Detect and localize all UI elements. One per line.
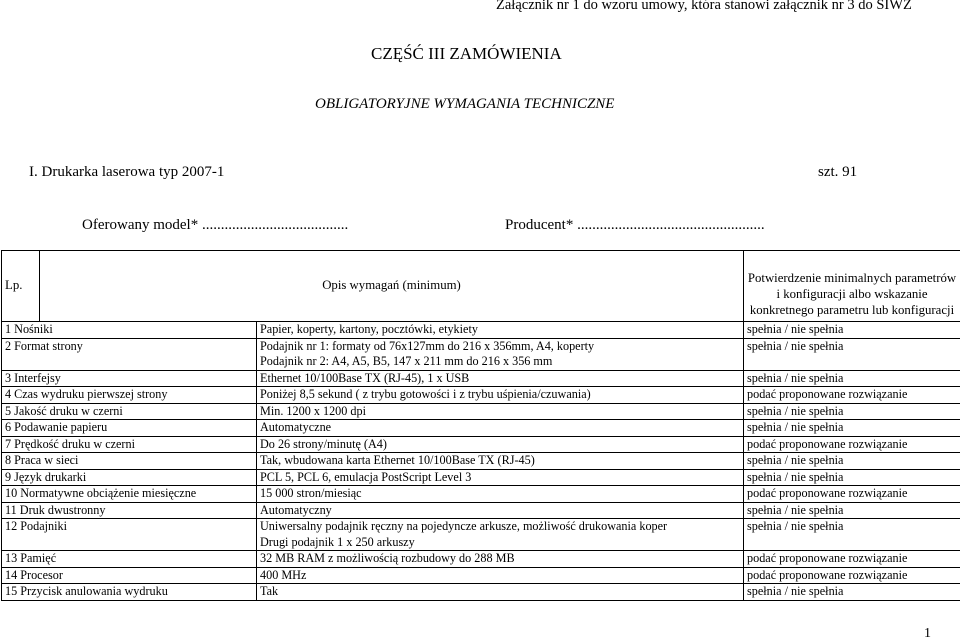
row-requirement (257, 486, 744, 503)
row-requirement (257, 469, 744, 486)
row-name: Prędkość druku w czerni (14, 436, 135, 451)
row-description (2, 370, 257, 387)
row-name: Druk dwustronny (19, 502, 106, 517)
part-title: CZĘŚĆ III ZAMÓWIENIA (371, 44, 562, 63)
row-confirmation: spełnia / nie spełnia (744, 469, 960, 486)
row-requirement (257, 403, 744, 420)
table-row (2, 338, 960, 370)
row-description (2, 436, 257, 453)
row-name: Podajniki (20, 519, 67, 533)
row-confirmation: spełnia / nie spełnia (744, 403, 960, 420)
table-row (2, 403, 960, 420)
row-description (2, 567, 257, 584)
requirement-line: Tak (260, 584, 279, 598)
row-number: 4 (5, 387, 12, 401)
header-confirmation: Potwierdzenie minimalnych parametrów i konfiguracji albo wskazanie konkretnego parametru lub konfiguracji (744, 251, 960, 322)
row-number: 9 (5, 469, 12, 484)
requirement-line: 32 MB RAM z możliwością rozbudowy do 288 MB (260, 551, 515, 565)
table-row (2, 322, 960, 339)
row-name: Praca w sieci (14, 453, 79, 467)
row-confirmation: podać proponowane rozwiązanie (744, 436, 960, 453)
row-confirmation: podać proponowane rozwiązanie (744, 387, 960, 404)
requirement-line: Podajnik nr 2: A4, A5, B5, 147 x 211 mm do 216 x 356 mm (260, 354, 553, 368)
row-description (2, 453, 257, 470)
row-requirement (257, 453, 744, 470)
row-number: 6 (5, 420, 12, 434)
row-name: Jakość druku w czerni (14, 403, 123, 418)
row-requirement (257, 584, 744, 601)
row-confirmation: spełnia / nie spełnia (744, 338, 960, 370)
requirement-line: Papier, koperty, kartony, pocztówki, etykiety (260, 322, 478, 336)
row-confirmation: spełnia / nie spełnia (744, 584, 960, 601)
row-description (2, 584, 257, 601)
requirement-line: 400 MHz (260, 567, 307, 582)
row-number: 13 (5, 551, 18, 565)
row-requirement (257, 370, 744, 387)
requirement-line: Automatyczny (260, 502, 332, 517)
row-description (2, 338, 257, 370)
table-row (2, 436, 960, 453)
row-requirement (257, 338, 744, 370)
row-description (2, 519, 257, 551)
table-row (2, 387, 960, 404)
row-requirement (257, 387, 744, 404)
table-row (2, 584, 960, 601)
row-name: Czas wydruku pierwszej strony (14, 387, 168, 401)
row-name: Format strony (14, 338, 83, 353)
row-name: Przycisk anulowania wydruku (20, 584, 168, 598)
row-confirmation: spełnia / nie spełnia (744, 502, 960, 519)
row-confirmation: spełnia / nie spełnia (744, 370, 960, 387)
row-name: Interfejsy (14, 370, 61, 385)
table-header-row (2, 251, 960, 322)
row-number: 3 (5, 370, 12, 385)
row-requirement (257, 420, 744, 437)
row-number: 7 (5, 436, 12, 451)
requirement-line: 15 000 stron/miesiąc (260, 486, 362, 500)
requirement-line: Do 26 strony/minutę (A4) (260, 436, 387, 451)
page-number: 1 (924, 626, 931, 641)
row-confirmation: spełnia / nie spełnia (744, 519, 960, 551)
row-description (2, 486, 257, 503)
table-row (2, 420, 960, 437)
table-body (2, 322, 960, 601)
row-confirmation: spełnia / nie spełnia (744, 420, 960, 437)
row-requirement (257, 519, 744, 551)
row-number: 12 (5, 519, 18, 533)
row-number: 15 (5, 584, 18, 598)
requirement-line: Poniżej 8,5 sekund ( z trybu gotowości i z trybu uśpienia/czuwania) (260, 387, 591, 401)
producer-field: Producent* .................................................. (505, 217, 765, 233)
row-name: Nośniki (14, 322, 53, 336)
row-name: Normatywne obciążenie miesięczne (20, 486, 197, 500)
row-requirement (257, 567, 744, 584)
requirement-line: Podajnik nr 1: formaty od 76x127mm do 216 x 356mm, A4, koperty (260, 338, 595, 353)
requirement-line: PCL 5, PCL 6, emulacja PostScript Level 3 (260, 469, 472, 484)
requirement-line: Tak, wbudowana karta Ethernet 10/100Base TX (RJ-45) (260, 453, 535, 467)
row-description (2, 469, 257, 486)
row-description (2, 551, 257, 568)
row-confirmation: podać proponowane rozwiązanie (744, 486, 960, 503)
requirements-table (1, 250, 960, 601)
row-description (2, 322, 257, 339)
row-name: Pamięć (20, 551, 57, 565)
row-requirement (257, 551, 744, 568)
row-name: Podawanie papieru (14, 420, 108, 434)
table-row (2, 453, 960, 470)
row-description (2, 387, 257, 404)
quantity: szt. 91 (818, 164, 858, 180)
section-title: I. Drukarka laserowa typ 2007-1 (29, 164, 225, 180)
requirement-line: Min. 1200 x 1200 dpi (260, 403, 366, 418)
table-row (2, 486, 960, 503)
row-confirmation: podać proponowane rozwiązanie (744, 551, 960, 568)
table-row (2, 370, 960, 387)
requirement-line: Uniwersalny podajnik ręczny na pojedyncze arkusze, możliwość drukowania koper (260, 519, 668, 533)
row-name: Język drukarki (14, 469, 87, 484)
requirement-line: Drugi podajnik 1 x 250 arkuszy (260, 534, 415, 549)
requirements-title: OBLIGATORYJNE WYMAGANIA TECHNICZNE (315, 96, 615, 112)
row-confirmation: podać proponowane rozwiązanie (744, 567, 960, 584)
row-requirement (257, 436, 744, 453)
requirement-line: Automatyczne (260, 420, 332, 434)
requirement-line: Ethernet 10/100Base TX (RJ-45), 1 x USB (260, 370, 470, 385)
row-number: 2 (5, 338, 12, 353)
row-confirmation: spełnia / nie spełnia (744, 322, 960, 339)
row-description (2, 420, 257, 437)
row-number: 14 (5, 567, 18, 582)
table-row (2, 567, 960, 584)
table-row (2, 551, 960, 568)
offered-model-field: Oferowany model* ....................................... (82, 217, 349, 233)
row-number: 11 (5, 502, 17, 517)
row-description (2, 403, 257, 420)
table-row (2, 502, 960, 519)
row-confirmation: spełnia / nie spełnia (744, 453, 960, 470)
row-description (2, 502, 257, 519)
row-number: 10 (5, 486, 18, 500)
header-description: Opis wymagań (minimum) (40, 251, 744, 322)
row-requirement (257, 322, 744, 339)
row-number: 5 (5, 403, 12, 418)
row-requirement (257, 502, 744, 519)
table-row (2, 469, 960, 486)
table-row (2, 519, 960, 551)
row-number: 1 (5, 322, 12, 336)
row-number: 8 (5, 453, 12, 467)
header-lp: Lp. (2, 251, 40, 322)
annex-note: Załącznik nr 1 do wzoru umowy, która stanowi załącznik nr 3 do SIWZ (496, 0, 912, 13)
row-name: Procesor (20, 567, 63, 582)
